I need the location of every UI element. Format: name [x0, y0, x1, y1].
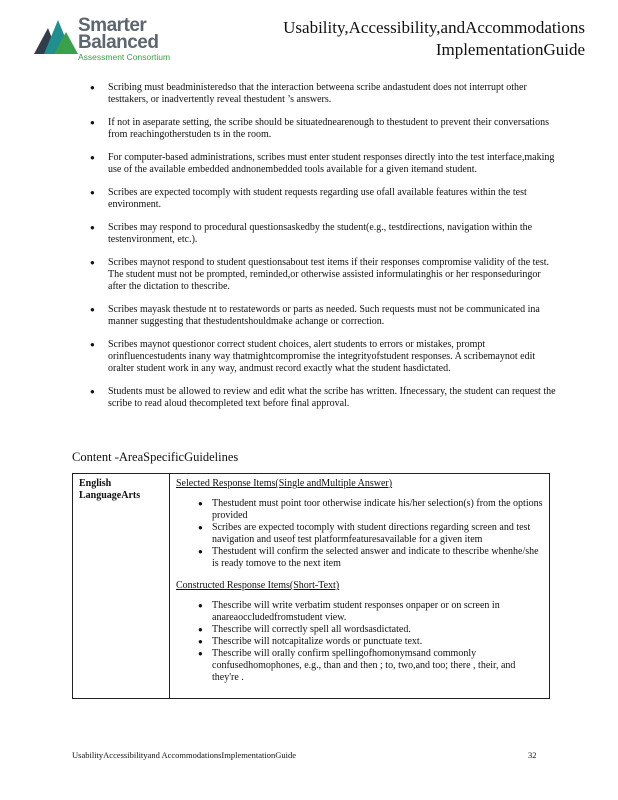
list-item: ● Thescribe will write verbatim student responses onpaper or on screen in anareaoccludedfromstudent view.: [212, 600, 543, 624]
section-heading: Content -AreaSpecificGuidelines: [72, 450, 239, 464]
document-title-line1: Usability,Accessibility,andAccommodations: [283, 18, 585, 37]
document-title-line2: ImplementationGuide: [435, 40, 585, 59]
guideline-item: ● Scribing must beadministeredso that the interaction betweena scribe andastudent does not interrupt other testtakers, or inadvertently reveal thestudent ’s answers.: [90, 82, 560, 106]
page-number: 32: [528, 750, 537, 760]
guideline-item: ● Scribes maynot questionor correct student choices, alert students to errors or mistakes, prompt orinfluencestudents inany way thatmightcompromise the integrityofstudent responses. A scribemaynot edit oralter student work in any way, andmust record exactly what the student hasdictated.: [90, 339, 560, 375]
list-item: ● Thescribe will correctly spell all wordsasdictated.: [212, 624, 543, 636]
scribe-guidelines-list: [90, 82, 560, 421]
guideline-item: ● For computer-based administrations, scribes must enter student responses directly into the test interface,making use of the available embedded andnonembedded tools available for a given itemand student.: [90, 152, 560, 176]
guidelines-cell: [170, 474, 550, 699]
logo-text-consortium: Assessment Consortium: [78, 52, 171, 62]
smarter-balanced-logo: [34, 14, 184, 64]
list-item: ● Thestudent will confirm the selected answer and indicate to thescribe whenhe/she is ready tomove to the next item: [212, 546, 543, 570]
list-item: ● Thestudent must point toor otherwise indicate his/her selection(s) from the options provided: [212, 498, 543, 522]
constructed-response-list: [176, 600, 543, 684]
guideline-item: ● Students must be allowed to review and edit what the scribe has written. Ifnecessary, the student can request the scribe to read aloud thecompleted text before final approval.: [90, 386, 560, 410]
document-title: [283, 17, 585, 61]
list-item: ● Scribes are expected tocomply with student directions regarding screen and test navigation and useof test platformfeaturesavailable for a given item: [212, 522, 543, 546]
guideline-item: ● Scribes are expected tocomply with student requests regarding use ofall available features within the test environment.: [90, 187, 560, 211]
selected-response-title: Selected Response Items(Single andMultiple Answer): [176, 478, 393, 489]
guideline-item: ● If not in aseparate setting, the scribe should be situatednearenough to thestudent to prevent their conversations from reachingotherstuden ts in the room.: [90, 117, 560, 141]
logo-text-balanced: Balanced: [78, 32, 159, 53]
guideline-item: ● Scribes may respond to procedural questionsaskedby the student(e.g., testdirections, navigation within the testenvironment, etc.).: [90, 222, 560, 246]
subject-cell: English LanguageArts: [73, 474, 170, 699]
content-area-guidelines-table: [72, 473, 550, 699]
logo-mark-icon: [34, 14, 78, 58]
guideline-item: ● Scribes mayask thestude nt to restatewords or parts as needed. Such requests must not be communicated ina manner suggesting that thestudentshouldmake achange or correction.: [90, 304, 560, 328]
selected-response-list: [176, 498, 543, 570]
list-item: ● Thescribe will notcapitalize words or punctuate text.: [212, 636, 543, 648]
constructed-response-title: Constructed Response Items(Short-Text): [176, 580, 340, 591]
list-item: ● Thescribe will orally confirm spellingofhomonymsand commonly confusedhomophones, e.g., than and then ; to, two,and too; there , their, and they're .: [212, 648, 543, 684]
guideline-item: ● Scribes maynot respond to student questionsabout test items if their responses compromise validity of the test. The student must not be prompted, reminded,or otherwise assisted informulatinghis or her responseduringor after the dictation to thescribe.: [90, 257, 560, 293]
logo-text-smarter: Smarter: [78, 15, 147, 36]
footer-title: UsabilityAccessibilityand AccommodationsImplementationGuide: [72, 750, 297, 760]
table-row: [73, 474, 550, 699]
